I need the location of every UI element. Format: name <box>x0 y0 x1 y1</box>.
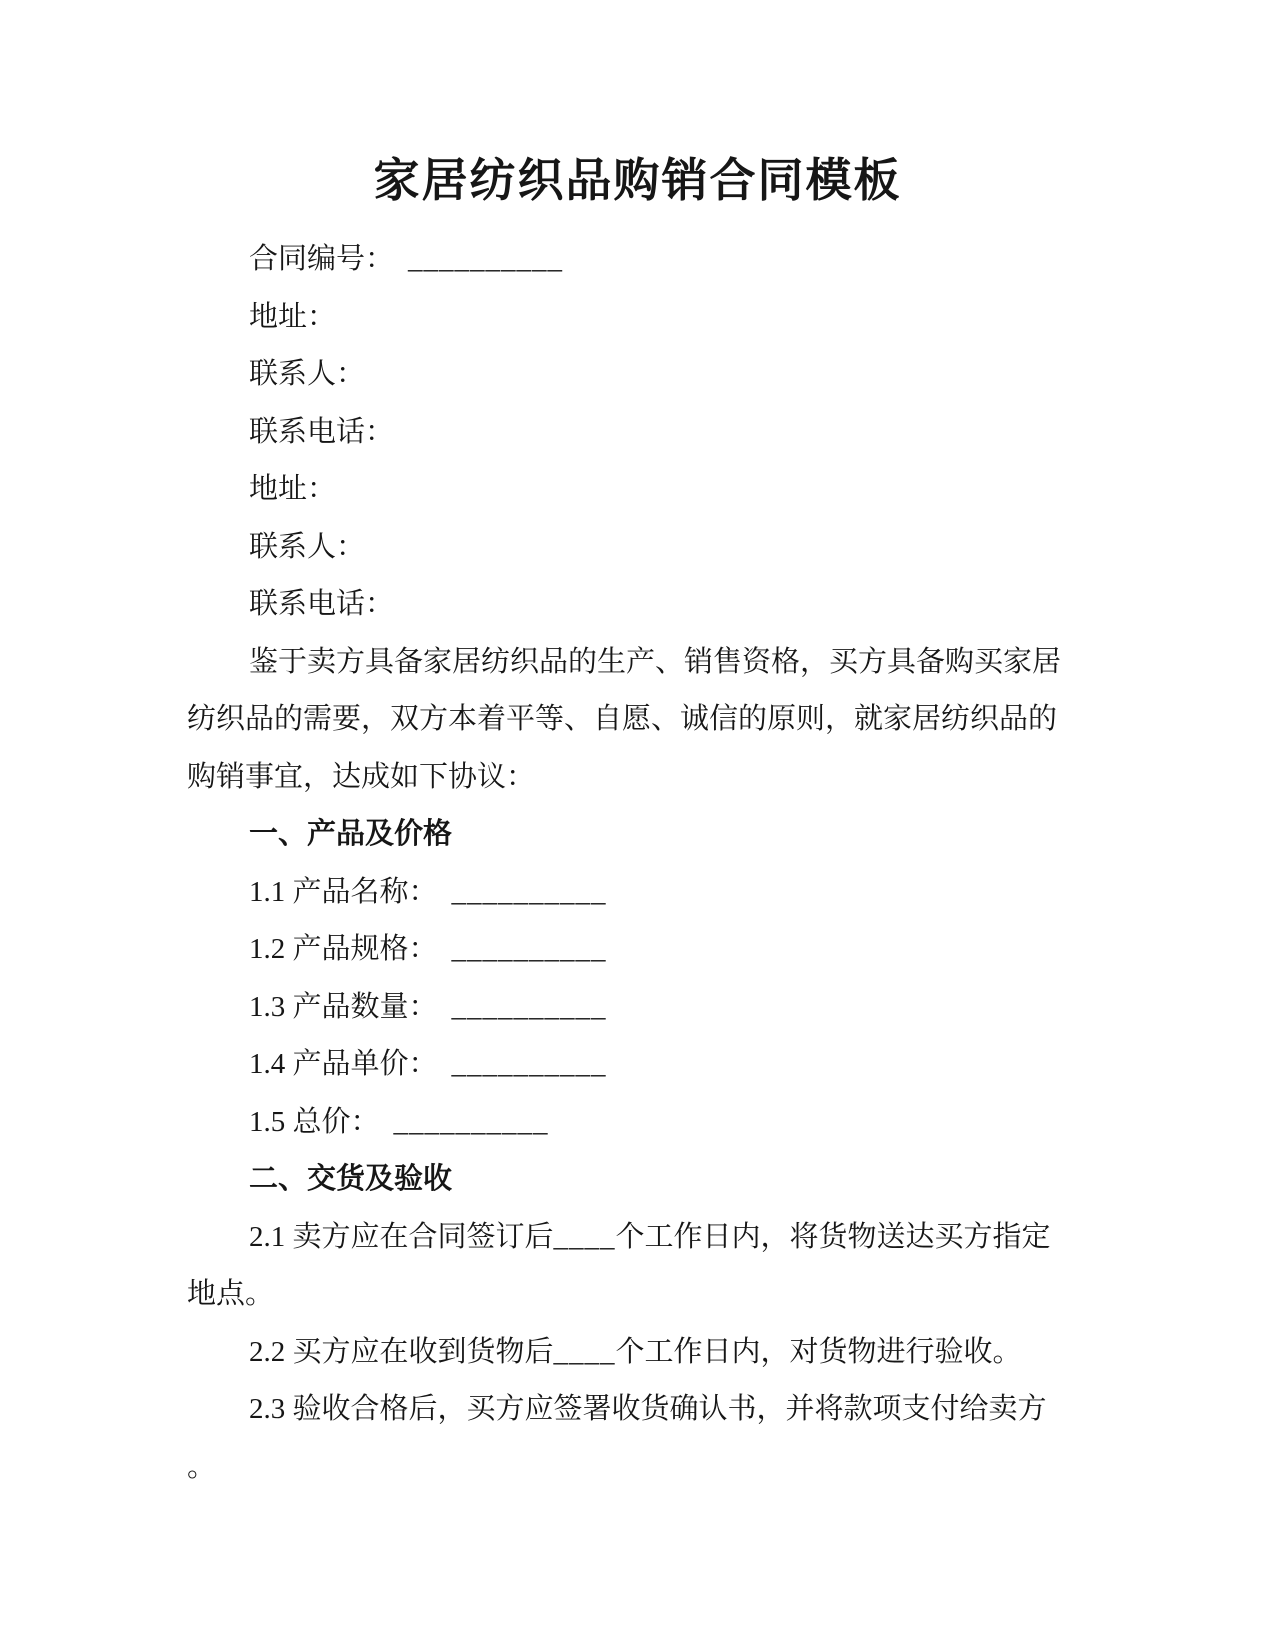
item-1-3-line <box>187 979 1155 1037</box>
clause-2-2-text-pre: 2.2 买方应在收到货物后 <box>249 1335 554 1368</box>
seller-contact-label: 联系人： <box>249 358 366 390</box>
section-1-heading <box>187 806 1155 864</box>
item-1-4-label: 1.4 产品单价： <box>249 1048 438 1080</box>
item-1-3-blank: __________ <box>451 990 607 1023</box>
clause-2-3-text-wrap: 。 <box>187 1450 217 1483</box>
buyer-contact-line <box>187 519 1155 577</box>
clause-2-2-text-post: 个工作日内，对货物进行验收。 <box>615 1335 1022 1368</box>
clause-2-2-line <box>187 1324 1155 1382</box>
preamble-line-2 <box>187 691 1155 749</box>
seller-phone-line <box>187 404 1155 462</box>
document-body <box>0 231 1275 1496</box>
buyer-phone-line <box>187 576 1155 634</box>
contract-number-label: 合同编号： <box>249 243 395 275</box>
clause-2-1-text-wrap: 地点。 <box>187 1278 275 1310</box>
buyer-phone-label: 联系电话： <box>249 588 395 620</box>
document-title: 家居纺织品购销合同模板 <box>373 155 902 206</box>
seller-address-label: 地址： <box>249 300 337 333</box>
buyer-address-label: 地址： <box>249 473 337 505</box>
item-1-1-line <box>187 864 1155 922</box>
clause-2-1-text-pre: 2.1 卖方应在合同签订后 <box>249 1220 554 1253</box>
clause-2-1-line-2 <box>187 1266 1155 1324</box>
clause-2-1-blank: ____ <box>553 1220 616 1253</box>
clause-2-2-blank: ____ <box>553 1335 616 1368</box>
clause-2-1-line-1 <box>187 1209 1155 1267</box>
clause-2-3-text: 2.3 验收合格后，买方应签署收货确认书，并将款项支付给卖方 <box>249 1393 1047 1425</box>
preamble-text-3: 购销事宜，达成如下协议： <box>187 760 536 793</box>
item-1-4-blank: __________ <box>451 1048 607 1080</box>
item-1-5-label: 1.5 总价： <box>249 1105 380 1138</box>
item-1-5-blank: __________ <box>393 1105 549 1138</box>
contract-number-blank: __________ <box>408 243 564 275</box>
item-1-1-blank: __________ <box>451 875 607 908</box>
item-1-2-line <box>187 921 1155 979</box>
preamble-line-3 <box>187 749 1155 807</box>
item-1-4-line <box>187 1036 1155 1094</box>
item-1-1-label: 1.1 产品名称： <box>249 875 438 908</box>
section-2-heading-text: 二、交货及验收 <box>249 1163 453 1195</box>
buyer-address-line <box>187 461 1155 519</box>
section-1-heading-text: 一、产品及价格 <box>249 818 453 850</box>
clause-2-1-text-post: 个工作日内，将货物送达买方指定 <box>615 1220 1051 1253</box>
preamble-line-1 <box>187 634 1155 692</box>
buyer-contact-label: 联系人： <box>249 530 366 563</box>
seller-contact-line <box>187 346 1155 404</box>
preamble-text-1: 鉴于卖方具备家居纺织品的生产、销售资格，买方具备购买家居 <box>249 645 1062 678</box>
preamble-text-2: 纺织品的需要，双方本着平等、自愿、诚信的原则，就家居纺织品的 <box>187 703 1058 735</box>
item-1-2-label: 1.2 产品规格： <box>249 933 438 965</box>
clause-2-3-line-2 <box>187 1439 1155 1497</box>
seller-phone-label: 联系电话： <box>249 415 395 448</box>
seller-address-line <box>187 289 1155 347</box>
contract-number-line <box>187 231 1155 289</box>
section-2-heading <box>187 1151 1155 1209</box>
item-1-5-line <box>187 1094 1155 1152</box>
item-1-2-blank: __________ <box>451 933 607 965</box>
item-1-3-label: 1.3 产品数量： <box>249 990 438 1023</box>
clause-2-3-line-1 <box>187 1381 1155 1439</box>
